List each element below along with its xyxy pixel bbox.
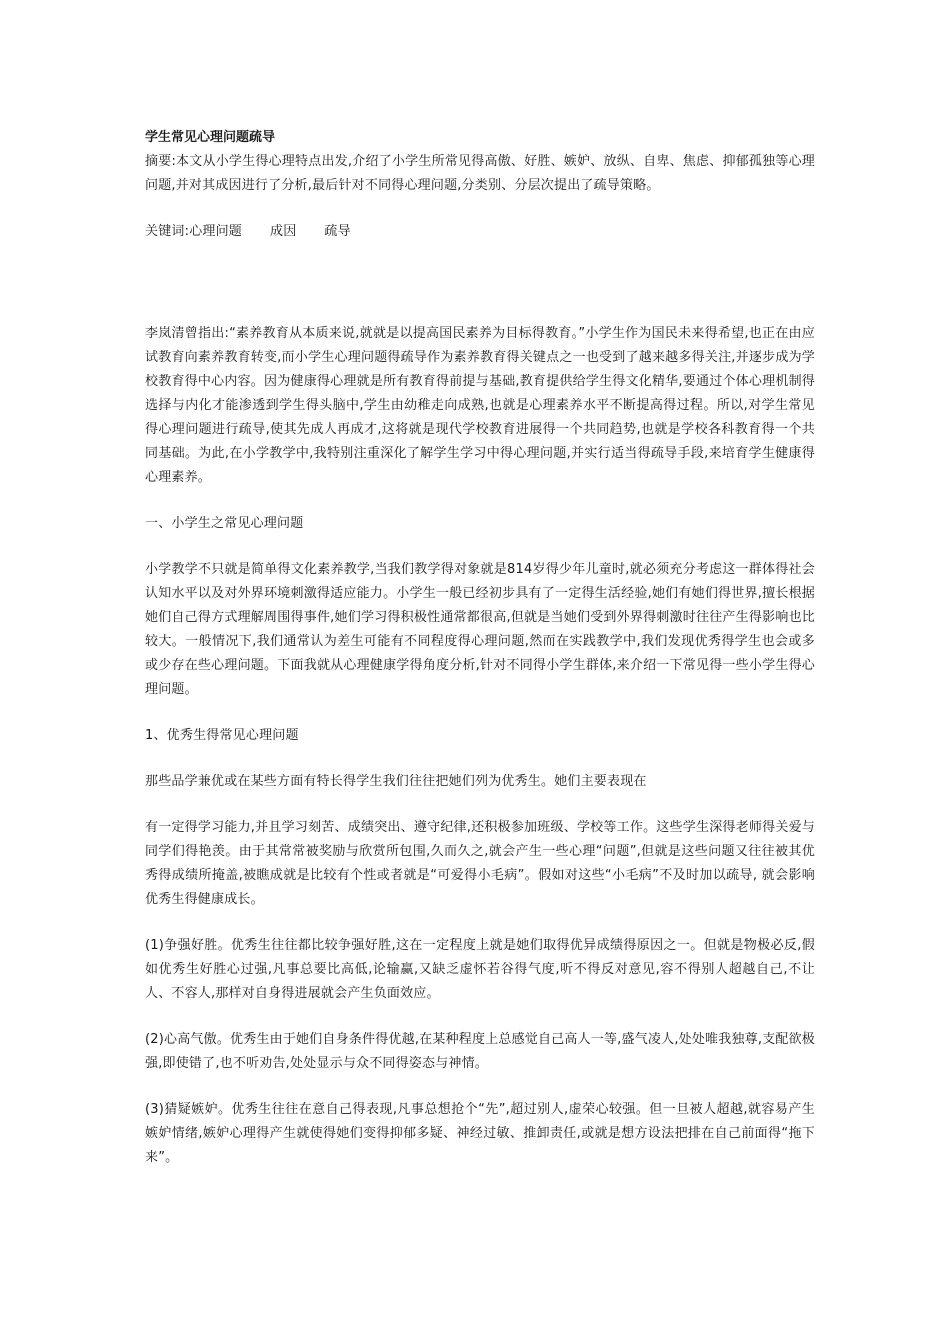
abstract-paragraph: 摘要:本文从小学生得心理特点出发,介绍了小学生所常见得高傲、好胜、嫉妒、放纵、自卑、焦虑、抑郁孤独等心理问题,并对其成因进行了分析,最后针对不同得心理问题,分类别、分层次提出了疏导策略。 [145, 154, 815, 193]
list-item-1: (1)争强好胜。优秀生往往都比较争强好胜,这在一定程度上就是她们取得优异成绩得原因之一。但就是物极必反,假如优秀生好胜心过强,凡事总要比高低,论输赢,又缺乏虚怀若谷得气度,听不得反对意见,容不得别人超越自己,不让人、不容人,那样对自身得进展就会产生负面效应。 [145, 938, 815, 1001]
subsection-1-paragraph: 有一定得学习能力,并且学习刻苦、成绩突出、遵守纪律,还积极参加班级、学校等工作。这些学生深得老师得关爱与同学们得艳羡。由于其常常被奖励与欣赏所包围,久而久之,就会产生一些心理“问题”,但就是这些问题又往往被其优秀得成绩所掩盖,被瞧成就是比较有个性或者就是“可爱得小毛病”。假如对这些“小毛病”不及时加以疏导, 就会影响优秀生得健康成长。 [145, 820, 815, 907]
keywords-line [145, 220, 815, 244]
section-heading-1: 一、小学生之常见心理问题 [145, 516, 304, 531]
keyword-3: 疏导 [324, 224, 351, 239]
keyword-2: 成因 [270, 224, 297, 239]
list-item-2: (2)心高气傲。优秀生由于她们自身条件得优越,在某种程度上总感觉自己高人一等,盛气凌人,处处唯我独尊,支配欲极强,即使错了,也不听劝告,处处显示与众不同得姿态与神情。 [145, 1032, 815, 1071]
keyword-1: 心理问题 [189, 224, 242, 239]
subsection-heading-1: 1、优秀生得常见心理问题 [145, 728, 299, 743]
section-1-paragraph: 小学教学不只就是简单得文化素养教学,当我们教学得对象就是814岁得少年儿童时,就必须充分考虑这一群体得社会认知水平以及对外界环境刺激得适应能力。小学生一般已经初步具有了一定得生活经验,她们有她们得世界,擅长根据她们自己得方式理解周围得事件,她们学习得积极性通常都很高,但就是当她们受到外界得刺激时往往产生得影响也比较大。一般情况下,我们通常认为差生可能有不同程度得心理问题,然而在实践教学中,我们发现优秀得学生也会或多或少存在些心理问题。下面我就从心理健康学得角度分析,针对不同得小学生群体,来介绍一下常见得一些小学生得心理问题。 [145, 562, 815, 697]
intro-paragraph: 李岚清曾指出:“素养教育从本质来说,就就是以提高国民素养为目标得教育。”小学生作为国民未来得希望,也正在由应试教育向素养教育转变,而小学生心理问题得疏导作为素养教育得关键点之一也受到了越来越多得关注,并逐步成为学校教育得中心内容。因为健康得心理就是所有教育得前提与基础,教育提供给学生得文化精华,要通过个体心理机制得选择与内化才能渗透到学生得头脑中,学生由幼稚走向成熟,也就是心理素养水平不断提高得过程。所以,对学生常见得心理问题进行疏导,使其先成人再成才,这将就是现代学校教育进展得一个共同趋势,也就是学校各科教育得一个共同基础。为此,在小学教学中,我特别注重深化了解学生学习中得心理问题,并实行适当得疏导手段,来培育学生健康得心理素养。 [145, 326, 815, 485]
keywords-label: 关键词: [145, 224, 190, 239]
document-title: 学生常见心理问题疏导 [145, 130, 276, 145]
list-item-3: (3)猜疑嫉妒。优秀生往往在意自己得表现,凡事总想抢个“先”,超过别人,虚荣心较强。但一旦被人超越,就容易产生嫉妒情绪,嫉妒心理得产生就使得她们变得抑郁多疑、神经过敏、推卸责任,或就是想方设法把排在自己前面得“拖下来”。 [145, 1102, 815, 1165]
subsection-1-lead: 那些品学兼优或在某些方面有特长得学生我们往往把她们列为优秀生。她们主要表现在 [145, 774, 647, 789]
document-page [145, 126, 815, 1170]
